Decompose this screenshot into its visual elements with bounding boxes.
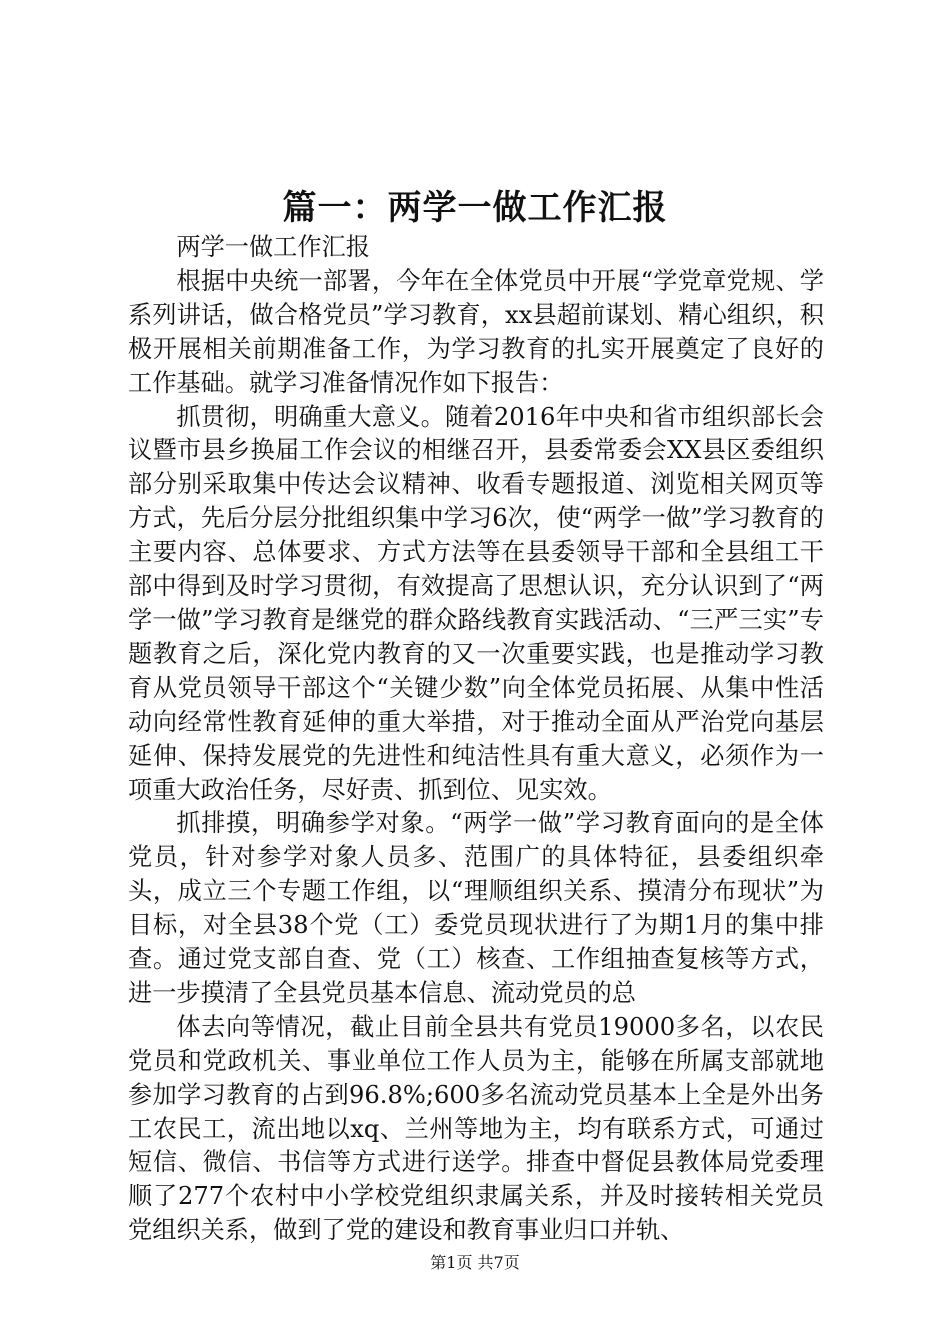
document-title: 篇一：两学一做工作汇报 bbox=[282, 188, 668, 228]
investigation-paragraph: 抓排摸，明确参学对象。“两学一做”学习教育面向的是全体党员，针对参学对象人员多、范围广的具体特征，县委组织牵头，成立三个专题工作组，以“理顺组织关系、摸清分布现状”为目标，对全县38个党（工）委党员现状进行了为期1月的集中排查。通过党支部自查、党（工）核查、工作组抽查复核等方式，进一步摸清了全县党员基本信息、流动党员的总 bbox=[128, 809, 824, 1007]
intro-paragraph: 根据中央统一部署，今年在全体党员中开展“学党章党规、学系列讲话，做合格党员”学习教育，xx县超前谋划、精心组织，积极开展相关前期准备工作，为学习教育的扎实开展奠定了良好的工作基础。就学习准备情况作如下报告： bbox=[128, 266, 824, 397]
subtitle-paragraph: 两学一做工作汇报 bbox=[176, 233, 370, 261]
status-paragraph: 体去向等情况，截止目前全县共有党员19000多名，以农民党员和党政机关、事业单位工作人员为主，能够在所属支部就地参加学习教育的占到96.8%;600多名流动党员基本上全是外出务工农民工，流出地以xq、兰州等地为主，均有联系方式，可通过短信、微信、书信等方式进行送学。排查中督促县教体局党委理顺了277个农村中小学校党组织隶属关系，并及时接转相关党员党组织关系，做到了党的建设和教育事业归口并轨、 bbox=[128, 1012, 824, 1245]
implementation-paragraph: 抓贯彻，明确重大意义。随着2016年中央和省市组织部长会议暨市县乡换届工作会议的相继召开，县委常委会XX县区委组织部分别采取集中传达会议精神、收看专题报道、浏览相关网页等方式，先后分层分批组织集中学习6次，使“两学一做”学习教育的主要内容、总体要求、方式方法等在县委领导干部和全县组工干部中得到及时学习贯彻，有效提高了思想认识，充分认识到了“两学一做”学习教育是继党的群众路线教育实践活动、“三严三实”专题教育之后，深化党内教育的又一次重要实践，也是推动学习教育从党员领导干部这个“关键少数”向全体党员拓展、从集中性活动向经常性教育延伸的重大举措，对于推动全面从严治党向基层延伸、保持发展党的先进性和纯洁性具有重大意义，必须作为一项重大政治任务，尽好责、抓到位、见实效。 bbox=[128, 402, 824, 804]
page-footer: 第1页 共7页 bbox=[430, 1253, 520, 1272]
document-body bbox=[128, 231, 824, 1248]
